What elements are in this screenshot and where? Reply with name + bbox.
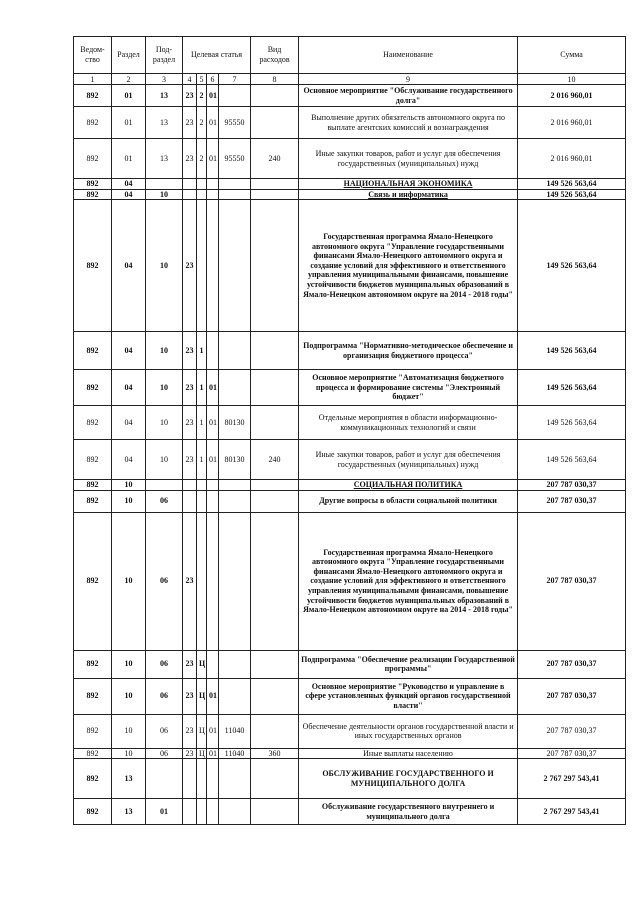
summa-cell: 149 526 563,64 — [518, 332, 626, 370]
column-number-cell: 2 — [112, 74, 146, 85]
header-celevaya-statya: Целевая статья — [183, 37, 251, 74]
column-number-cell: 7 — [219, 74, 251, 85]
header-naimenovanie: Наименование — [299, 37, 518, 74]
celevaya-event-cell: 01 — [207, 139, 219, 179]
summa-cell: 149 526 563,64 — [518, 440, 626, 480]
celevaya-subprogram-cell: Ц — [197, 678, 207, 714]
summa-cell: 207 787 030,37 — [518, 512, 626, 650]
celevaya-event-cell: 01 — [207, 107, 219, 139]
celevaya-subprogram-cell: Ц — [197, 650, 207, 678]
celevaya-subprogram-cell: 2 — [197, 85, 207, 107]
vid-rashodov-cell — [251, 332, 299, 370]
summa-cell: 2 016 960,01 — [518, 107, 626, 139]
podrazdel-cell: 06 — [146, 512, 183, 650]
podrazdel-cell: 10 — [146, 200, 183, 332]
razdel-cell: 04 — [112, 179, 146, 190]
table-row — [74, 678, 626, 714]
celevaya-program-cell: 23 — [183, 406, 197, 440]
vid-rashodov-cell — [251, 650, 299, 678]
celevaya-program-cell: 23 — [183, 200, 197, 332]
vid-rashodov-cell — [251, 799, 299, 825]
vedomstvo-cell: 892 — [74, 678, 112, 714]
celevaya-direction-cell — [219, 650, 251, 678]
celevaya-direction-cell — [219, 480, 251, 491]
celevaya-direction-cell: 80130 — [219, 440, 251, 480]
summa-cell: 149 526 563,64 — [518, 200, 626, 332]
celevaya-program-cell — [183, 799, 197, 825]
summa-cell: 149 526 563,64 — [518, 406, 626, 440]
razdel-cell: 10 — [112, 678, 146, 714]
table-row — [74, 759, 626, 799]
table-row — [74, 440, 626, 480]
table-row — [74, 512, 626, 650]
table-row — [74, 490, 626, 512]
celevaya-direction-cell — [219, 490, 251, 512]
celevaya-subprogram-cell: 1 — [197, 406, 207, 440]
celevaya-program-cell — [183, 490, 197, 512]
naimenovanie-cell: Государственная программа Ямало-Ненецкого автономного округа "Управление государственными финансами Ямало-Ненецкого автономного округа и создание условий для эффективного и ответственного управления муниципальными финансами, повышение устойчивости бюджетов муниципальных образований в Ямало-Ненецком автономном округе на 2014 - 2018 годы" — [299, 512, 518, 650]
vid-rashodov-cell — [251, 512, 299, 650]
celevaya-program-cell: 23 — [183, 678, 197, 714]
column-number-cell: 9 — [299, 74, 518, 85]
naimenovanie-cell: СОЦИАЛЬНАЯ ПОЛИТИКА — [299, 480, 518, 491]
celevaya-program-cell: 23 — [183, 139, 197, 179]
vedomstvo-cell: 892 — [74, 799, 112, 825]
celevaya-direction-cell: 11040 — [219, 714, 251, 748]
table-row — [74, 480, 626, 491]
celevaya-event-cell: 01 — [207, 748, 219, 759]
vid-rashodov-cell — [251, 107, 299, 139]
naimenovanie-cell: Обеспечение деятельности органов государственной власти и иных государственных органов — [299, 714, 518, 748]
razdel-cell: 13 — [112, 759, 146, 799]
summa-cell: 2 016 960,01 — [518, 85, 626, 107]
summa-cell: 207 787 030,37 — [518, 714, 626, 748]
razdel-cell: 04 — [112, 406, 146, 440]
table-row — [74, 200, 626, 332]
podrazdel-cell: 13 — [146, 85, 183, 107]
celevaya-program-cell — [183, 179, 197, 190]
razdel-cell: 04 — [112, 440, 146, 480]
celevaya-event-cell — [207, 200, 219, 332]
naimenovanie-cell: Подпрограмма "Обеспечение реализации Государственной программы" — [299, 650, 518, 678]
celevaya-direction-cell — [219, 799, 251, 825]
razdel-cell: 01 — [112, 85, 146, 107]
celevaya-event-cell — [207, 189, 219, 200]
razdel-cell: 10 — [112, 512, 146, 650]
celevaya-direction-cell — [219, 189, 251, 200]
vedomstvo-cell: 892 — [74, 179, 112, 190]
celevaya-subprogram-cell — [197, 512, 207, 650]
naimenovanie-cell: Иные закупки товаров, работ и услуг для обеспечения государственных (муниципальных) нужд — [299, 139, 518, 179]
celevaya-event-cell: 01 — [207, 406, 219, 440]
column-number-cell: 1 — [74, 74, 112, 85]
vedomstvo-cell: 892 — [74, 85, 112, 107]
vedomstvo-cell: 892 — [74, 139, 112, 179]
column-number-cell: 5 — [197, 74, 207, 85]
celevaya-direction-cell — [219, 759, 251, 799]
vedomstvo-cell: 892 — [74, 332, 112, 370]
podrazdel-cell: 06 — [146, 748, 183, 759]
razdel-cell: 10 — [112, 650, 146, 678]
vid-rashodov-cell: 240 — [251, 139, 299, 179]
celevaya-event-cell — [207, 650, 219, 678]
podrazdel-cell: 06 — [146, 490, 183, 512]
vid-rashodov-cell: 360 — [251, 748, 299, 759]
vedomstvo-cell: 892 — [74, 189, 112, 200]
vid-rashodov-cell — [251, 179, 299, 190]
razdel-cell: 01 — [112, 139, 146, 179]
table-row — [74, 107, 626, 139]
celevaya-direction-cell: 80130 — [219, 406, 251, 440]
table-row — [74, 189, 626, 200]
celevaya-subprogram-cell: Ц — [197, 714, 207, 748]
podrazdel-cell: 10 — [146, 189, 183, 200]
celevaya-direction-cell — [219, 512, 251, 650]
header-podrazdel: Под-раздел — [146, 37, 183, 74]
celevaya-direction-cell: 95550 — [219, 107, 251, 139]
column-number-cell: 8 — [251, 74, 299, 85]
table-row — [74, 332, 626, 370]
podrazdel-cell: 06 — [146, 714, 183, 748]
table-body — [74, 85, 626, 825]
naimenovanie-cell: НАЦИОНАЛЬНАЯ ЭКОНОМИКА — [299, 179, 518, 190]
razdel-cell: 10 — [112, 714, 146, 748]
summa-cell: 207 787 030,37 — [518, 480, 626, 491]
podrazdel-cell: 06 — [146, 650, 183, 678]
column-number-row — [74, 74, 626, 85]
celevaya-subprogram-cell: 2 — [197, 107, 207, 139]
celevaya-program-cell: 23 — [183, 714, 197, 748]
celevaya-program-cell: 23 — [183, 650, 197, 678]
celevaya-program-cell: 23 — [183, 512, 197, 650]
celevaya-direction-cell — [219, 200, 251, 332]
table-row — [74, 179, 626, 190]
naimenovanie-cell: Иные выплаты населению — [299, 748, 518, 759]
celevaya-program-cell: 23 — [183, 85, 197, 107]
vedomstvo-cell: 892 — [74, 490, 112, 512]
celevaya-subprogram-cell — [197, 189, 207, 200]
celevaya-event-cell — [207, 480, 219, 491]
naimenovanie-cell: Государственная программа Ямало-Ненецкого автономного округа "Управление государственными финансами Ямало-Ненецкого автономного округа и создание условий для эффективного и ответственного управления муниципальными финансами, повышение устойчивости бюджетов муниципальных образований в Ямало-Ненецком автономном округе на 2014 - 2018 годы" — [299, 200, 518, 332]
podrazdel-cell: 10 — [146, 440, 183, 480]
naimenovanie-cell: Связь и информатика — [299, 189, 518, 200]
celevaya-subprogram-cell — [197, 759, 207, 799]
podrazdel-cell: 10 — [146, 370, 183, 406]
summa-cell: 149 526 563,64 — [518, 179, 626, 190]
vedomstvo-cell: 892 — [74, 406, 112, 440]
podrazdel-cell: 10 — [146, 406, 183, 440]
podrazdel-cell: 13 — [146, 139, 183, 179]
vedomstvo-cell: 892 — [74, 759, 112, 799]
vid-rashodov-cell — [251, 678, 299, 714]
razdel-cell: 10 — [112, 490, 146, 512]
podrazdel-cell — [146, 759, 183, 799]
vid-rashodov-cell — [251, 714, 299, 748]
column-number-cell: 10 — [518, 74, 626, 85]
celevaya-program-cell — [183, 189, 197, 200]
vid-rashodov-cell — [251, 200, 299, 332]
celevaya-event-cell: 01 — [207, 440, 219, 480]
column-number-cell: 6 — [207, 74, 219, 85]
razdel-cell: 04 — [112, 189, 146, 200]
summa-cell: 207 787 030,37 — [518, 678, 626, 714]
table-row — [74, 406, 626, 440]
vedomstvo-cell: 892 — [74, 480, 112, 491]
naimenovanie-cell: Иные закупки товаров, работ и услуг для обеспечения государственных (муниципальных) нужд — [299, 440, 518, 480]
celevaya-event-cell — [207, 759, 219, 799]
celevaya-event-cell: 01 — [207, 85, 219, 107]
table-row — [74, 139, 626, 179]
celevaya-program-cell: 23 — [183, 332, 197, 370]
vid-rashodov-cell — [251, 406, 299, 440]
header-vedomstvo: Ведом-ство — [74, 37, 112, 74]
celevaya-direction-cell — [219, 85, 251, 107]
vid-rashodov-cell: 240 — [251, 440, 299, 480]
razdel-cell: 10 — [112, 748, 146, 759]
celevaya-direction-cell — [219, 179, 251, 190]
table-row — [74, 799, 626, 825]
celevaya-program-cell: 23 — [183, 370, 197, 406]
header-razdel: Раздел — [112, 37, 146, 74]
table-row — [74, 748, 626, 759]
naimenovanie-cell: Обслуживание государственного внутреннего и муниципального долга — [299, 799, 518, 825]
summa-cell: 2 767 297 543,41 — [518, 759, 626, 799]
celevaya-event-cell — [207, 799, 219, 825]
vedomstvo-cell: 892 — [74, 512, 112, 650]
vedomstvo-cell: 892 — [74, 650, 112, 678]
table-row — [74, 650, 626, 678]
vid-rashodov-cell — [251, 370, 299, 406]
summa-cell: 207 787 030,37 — [518, 490, 626, 512]
summa-cell: 149 526 563,64 — [518, 189, 626, 200]
podrazdel-cell: 01 — [146, 799, 183, 825]
summa-cell: 2 016 960,01 — [518, 139, 626, 179]
celevaya-subprogram-cell: 1 — [197, 332, 207, 370]
celevaya-program-cell — [183, 759, 197, 799]
budget-table — [73, 36, 626, 825]
celevaya-subprogram-cell: 1 — [197, 440, 207, 480]
vedomstvo-cell: 892 — [74, 748, 112, 759]
celevaya-subprogram-cell — [197, 480, 207, 491]
vedomstvo-cell: 892 — [74, 714, 112, 748]
header-vid-rashodov: Вид расходов — [251, 37, 299, 74]
vedomstvo-cell: 892 — [74, 370, 112, 406]
razdel-cell: 04 — [112, 332, 146, 370]
vedomstvo-cell: 892 — [74, 440, 112, 480]
celevaya-subprogram-cell: 1 — [197, 370, 207, 406]
celevaya-subprogram-cell — [197, 179, 207, 190]
celevaya-subprogram-cell — [197, 490, 207, 512]
celevaya-subprogram-cell — [197, 799, 207, 825]
podrazdel-cell: 10 — [146, 332, 183, 370]
celevaya-program-cell: 23 — [183, 107, 197, 139]
podrazdel-cell — [146, 179, 183, 190]
header-summa: Сумма — [518, 37, 626, 74]
celevaya-program-cell — [183, 480, 197, 491]
celevaya-direction-cell — [219, 332, 251, 370]
celevaya-subprogram-cell: 2 — [197, 139, 207, 179]
celevaya-program-cell: 23 — [183, 748, 197, 759]
vid-rashodov-cell — [251, 189, 299, 200]
razdel-cell: 01 — [112, 107, 146, 139]
naimenovanie-cell: Основное мероприятие "Обслуживание государственного долга" — [299, 85, 518, 107]
vid-rashodov-cell — [251, 85, 299, 107]
naimenovanie-cell: Отдельные мероприятия в области информационно-коммуникационных технологий и связи — [299, 406, 518, 440]
podrazdel-cell: 06 — [146, 678, 183, 714]
celevaya-direction-cell: 11040 — [219, 748, 251, 759]
naimenovanie-cell: Подпрограмма "Нормативно-методическое обеспечение и организация бюджетного процесса" — [299, 332, 518, 370]
vid-rashodov-cell — [251, 759, 299, 799]
summa-cell: 2 767 297 543,41 — [518, 799, 626, 825]
summa-cell: 207 787 030,37 — [518, 650, 626, 678]
celevaya-subprogram-cell: Ц — [197, 748, 207, 759]
celevaya-direction-cell: 95550 — [219, 139, 251, 179]
celevaya-event-cell — [207, 179, 219, 190]
celevaya-direction-cell — [219, 678, 251, 714]
razdel-cell: 04 — [112, 200, 146, 332]
celevaya-event-cell — [207, 512, 219, 650]
naimenovanie-cell: Основное мероприятие "Автоматизация бюджетного процесса и формирование системы "Электронный бюджет" — [299, 370, 518, 406]
vid-rashodov-cell — [251, 490, 299, 512]
vid-rashodov-cell — [251, 480, 299, 491]
naimenovanie-cell: Основное мероприятие "Руководство и управление в сфере установленных функций органов государственной власти" — [299, 678, 518, 714]
celevaya-subprogram-cell — [197, 200, 207, 332]
razdel-cell: 10 — [112, 480, 146, 491]
celevaya-event-cell — [207, 490, 219, 512]
naimenovanie-cell: Другие вопросы в области социальной политики — [299, 490, 518, 512]
razdel-cell: 13 — [112, 799, 146, 825]
celevaya-program-cell: 23 — [183, 440, 197, 480]
table-row — [74, 714, 626, 748]
table-row — [74, 85, 626, 107]
celevaya-event-cell — [207, 332, 219, 370]
celevaya-direction-cell — [219, 370, 251, 406]
celevaya-event-cell: 01 — [207, 678, 219, 714]
podrazdel-cell: 13 — [146, 107, 183, 139]
naimenovanie-cell: Выполнение других обязательств автономного округа по выплате агентских комиссий и вознаграждения — [299, 107, 518, 139]
table-row — [74, 370, 626, 406]
column-number-cell: 4 — [183, 74, 197, 85]
podrazdel-cell — [146, 480, 183, 491]
summa-cell: 207 787 030,37 — [518, 748, 626, 759]
celevaya-event-cell: 01 — [207, 370, 219, 406]
table-header-row — [74, 37, 626, 74]
column-number-cell: 3 — [146, 74, 183, 85]
celevaya-event-cell: 01 — [207, 714, 219, 748]
summa-cell: 149 526 563,64 — [518, 370, 626, 406]
vedomstvo-cell: 892 — [74, 200, 112, 332]
naimenovanie-cell: ОБСЛУЖИВАНИЕ ГОСУДАРСТВЕННОГО И МУНИЦИПАЛЬНОГО ДОЛГА — [299, 759, 518, 799]
razdel-cell: 04 — [112, 370, 146, 406]
vedomstvo-cell: 892 — [74, 107, 112, 139]
